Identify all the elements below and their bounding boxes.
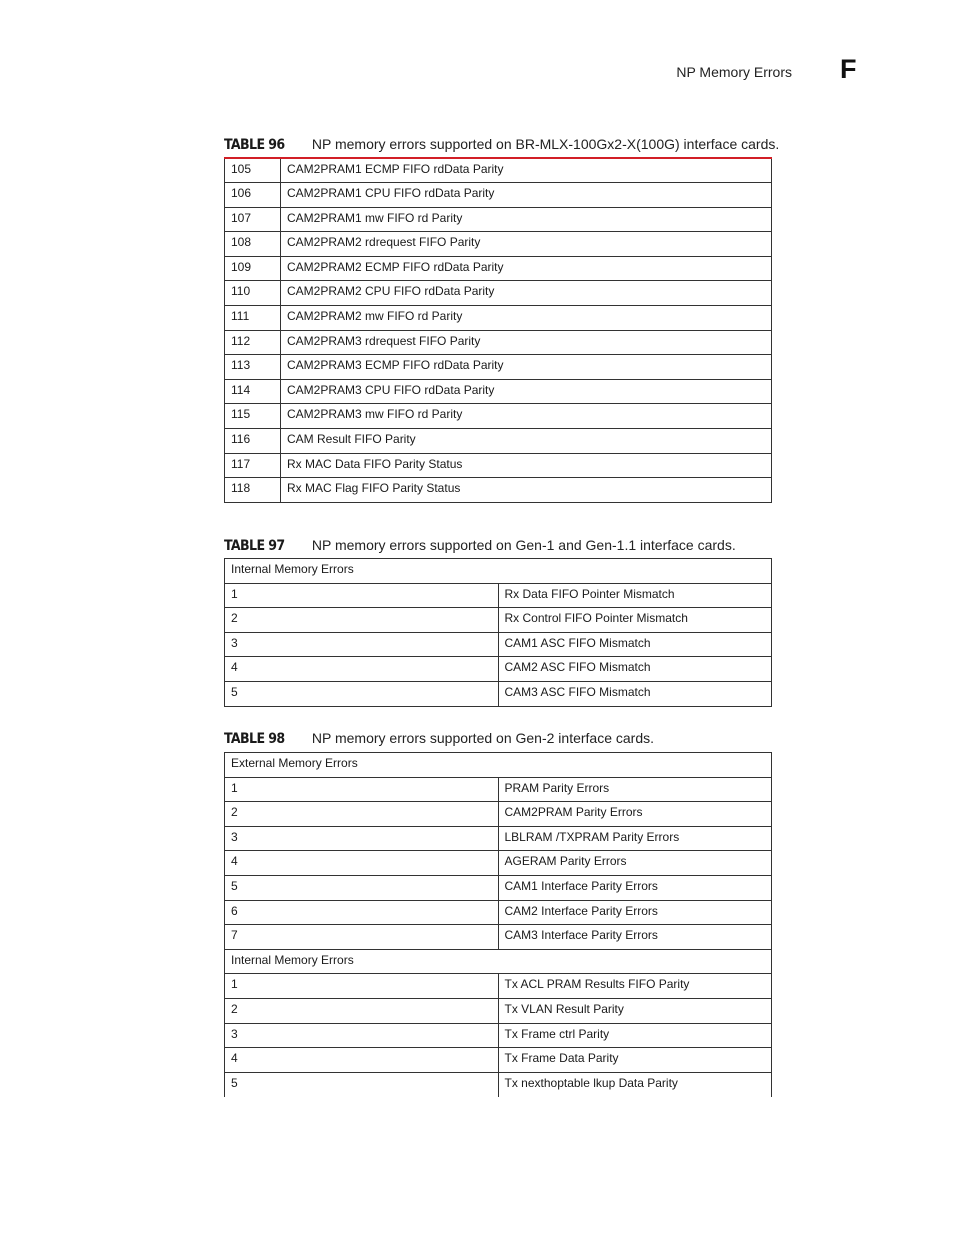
table-row bbox=[225, 925, 772, 950]
table-97-caption bbox=[224, 535, 736, 555]
table-98-caption bbox=[224, 728, 654, 748]
row-number: 1 bbox=[225, 583, 499, 608]
table-row bbox=[225, 681, 772, 706]
table-row bbox=[225, 998, 772, 1023]
table-row bbox=[225, 632, 772, 657]
row-description: CAM2PRAM3 rdrequest FIFO Parity bbox=[281, 330, 772, 355]
row-number: 4 bbox=[225, 851, 499, 876]
row-number: 5 bbox=[225, 875, 499, 900]
row-number: 4 bbox=[225, 1048, 499, 1073]
table-row bbox=[225, 900, 772, 925]
row-number: 116 bbox=[225, 429, 281, 454]
appendix-letter: F bbox=[840, 54, 857, 84]
table-97-label: TABLE 97 bbox=[224, 538, 285, 554]
table-96-caption bbox=[224, 134, 779, 154]
table-row bbox=[225, 429, 772, 454]
table-row bbox=[225, 802, 772, 827]
row-description: CAM3 Interface Parity Errors bbox=[498, 925, 772, 950]
row-description: CAM2PRAM3 mw FIFO rd Parity bbox=[281, 404, 772, 429]
row-number: 3 bbox=[225, 1023, 499, 1048]
table-96-title: NP memory errors supported on BR-MLX-100Gx2-X(100G) interface cards. bbox=[311, 136, 780, 152]
row-number: 114 bbox=[225, 379, 281, 404]
row-description: Rx MAC Data FIFO Parity Status bbox=[281, 453, 772, 478]
row-number: 117 bbox=[225, 453, 281, 478]
row-number: 112 bbox=[225, 330, 281, 355]
table-row bbox=[225, 379, 772, 404]
row-description: CAM2PRAM2 ECMP FIFO rdData Parity bbox=[281, 256, 772, 281]
table-97 bbox=[224, 558, 772, 707]
row-description: Tx VLAN Result Parity bbox=[498, 998, 772, 1023]
row-description: CAM2PRAM1 ECMP FIFO rdData Parity bbox=[281, 158, 772, 183]
row-description: CAM1 Interface Parity Errors bbox=[498, 875, 772, 900]
row-number: 2 bbox=[225, 998, 499, 1023]
table-row bbox=[225, 657, 772, 682]
table-96-label: TABLE 96 bbox=[224, 137, 285, 153]
row-number: 1 bbox=[225, 777, 499, 802]
row-number: 107 bbox=[225, 207, 281, 232]
row-description: Tx nexthoptable lkup Data Parity bbox=[498, 1072, 772, 1097]
table-row bbox=[225, 207, 772, 232]
section-header: Internal Memory Errors bbox=[225, 559, 772, 584]
table-98-label: TABLE 98 bbox=[224, 731, 285, 747]
row-number: 4 bbox=[225, 657, 499, 682]
row-number: 6 bbox=[225, 900, 499, 925]
table-row bbox=[225, 1023, 772, 1048]
table-98-title: NP memory errors supported on Gen-2 interface cards. bbox=[311, 730, 655, 746]
row-number: 3 bbox=[225, 632, 499, 657]
row-description: CAM2PRAM Parity Errors bbox=[498, 802, 772, 827]
row-number: 2 bbox=[225, 802, 499, 827]
table-row bbox=[225, 404, 772, 429]
row-number: 113 bbox=[225, 355, 281, 380]
row-number: 109 bbox=[225, 256, 281, 281]
row-description: CAM1 ASC FIFO Mismatch bbox=[498, 632, 772, 657]
row-number: 118 bbox=[225, 478, 281, 503]
row-description: CAM2 Interface Parity Errors bbox=[498, 900, 772, 925]
table-row bbox=[225, 583, 772, 608]
section-title: NP Memory Errors bbox=[676, 64, 792, 80]
table-row bbox=[225, 306, 772, 331]
table-row bbox=[225, 281, 772, 306]
row-number: 5 bbox=[225, 1072, 499, 1097]
row-description: Rx Control FIFO Pointer Mismatch bbox=[498, 608, 772, 633]
row-description: Tx Frame Data Parity bbox=[498, 1048, 772, 1073]
row-description: PRAM Parity Errors bbox=[498, 777, 772, 802]
section-row bbox=[225, 949, 772, 974]
section-row bbox=[225, 753, 772, 778]
table-row bbox=[225, 1048, 772, 1073]
row-description: Tx ACL PRAM Results FIFO Parity bbox=[498, 974, 772, 999]
row-description: CAM Result FIFO Parity bbox=[281, 429, 772, 454]
row-description: CAM2 ASC FIFO Mismatch bbox=[498, 657, 772, 682]
row-number: 108 bbox=[225, 232, 281, 257]
table-row bbox=[225, 453, 772, 478]
table-row bbox=[225, 1072, 772, 1097]
row-number: 115 bbox=[225, 404, 281, 429]
row-description: CAM2PRAM2 rdrequest FIFO Parity bbox=[281, 232, 772, 257]
row-description: CAM2PRAM1 mw FIFO rd Parity bbox=[281, 207, 772, 232]
row-description: CAM2PRAM3 ECMP FIFO rdData Parity bbox=[281, 355, 772, 380]
row-description: Tx Frame ctrl Parity bbox=[498, 1023, 772, 1048]
row-description: CAM2PRAM1 CPU FIFO rdData Parity bbox=[281, 183, 772, 208]
row-number: 1 bbox=[225, 974, 499, 999]
table-row bbox=[225, 777, 772, 802]
table-row bbox=[225, 232, 772, 257]
table-row bbox=[225, 158, 772, 183]
section-header-internal: Internal Memory Errors bbox=[225, 949, 772, 974]
table-row bbox=[225, 875, 772, 900]
table-row bbox=[225, 478, 772, 503]
table-98 bbox=[224, 752, 772, 1097]
table-row bbox=[225, 355, 772, 380]
row-description: CAM2PRAM2 mw FIFO rd Parity bbox=[281, 306, 772, 331]
row-description: LBLRAM /TXPRAM Parity Errors bbox=[498, 826, 772, 851]
row-number: 7 bbox=[225, 925, 499, 950]
section-header-external: External Memory Errors bbox=[225, 753, 772, 778]
row-number: 2 bbox=[225, 608, 499, 633]
row-number: 3 bbox=[225, 826, 499, 851]
table-row bbox=[225, 183, 772, 208]
table-row bbox=[225, 974, 772, 999]
row-number: 106 bbox=[225, 183, 281, 208]
section-row bbox=[225, 559, 772, 584]
table-97-title: NP memory errors supported on Gen-1 and Gen-1.1 interface cards. bbox=[311, 537, 736, 553]
table-row bbox=[225, 256, 772, 281]
row-description: Rx MAC Flag FIFO Parity Status bbox=[281, 478, 772, 503]
table-row bbox=[225, 826, 772, 851]
table-row bbox=[225, 330, 772, 355]
row-number: 105 bbox=[225, 158, 281, 183]
row-number: 110 bbox=[225, 281, 281, 306]
row-number: 111 bbox=[225, 306, 281, 331]
table-row bbox=[225, 851, 772, 876]
row-description: CAM2PRAM2 CPU FIFO rdData Parity bbox=[281, 281, 772, 306]
row-description: CAM3 ASC FIFO Mismatch bbox=[498, 681, 772, 706]
table-96 bbox=[224, 157, 772, 503]
row-description: AGERAM Parity Errors bbox=[498, 851, 772, 876]
row-description: CAM2PRAM3 CPU FIFO rdData Parity bbox=[281, 379, 772, 404]
table-row bbox=[225, 608, 772, 633]
row-number: 5 bbox=[225, 681, 499, 706]
row-description: Rx Data FIFO Pointer Mismatch bbox=[498, 583, 772, 608]
